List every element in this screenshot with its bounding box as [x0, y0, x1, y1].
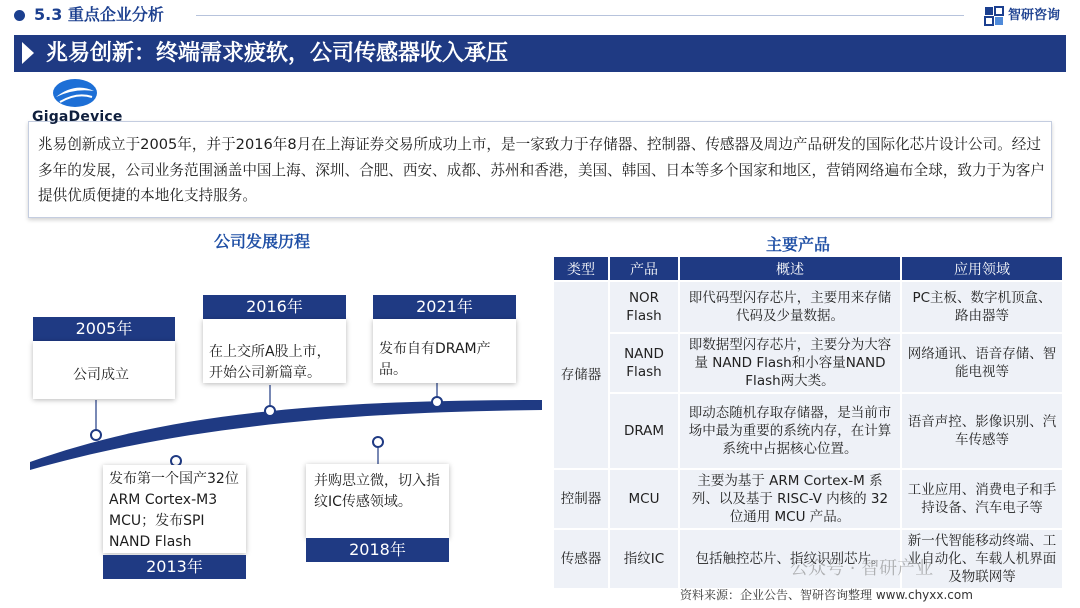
- application-cell: 工业应用、消费电子和手持设备、汽车电子等: [902, 470, 1062, 528]
- column-header-description: 概述: [680, 257, 900, 280]
- table-row: [554, 470, 1062, 528]
- timeline-year-2018: 2018年: [306, 538, 449, 562]
- application-cell: 语音声控、影像识别、汽车传感等: [902, 394, 1062, 468]
- description-cell: 即代码型闪存芯片，主要用来存储代码及少量数据。: [680, 282, 900, 332]
- products-table: [552, 255, 1064, 590]
- company-logo-text: GigaDevice: [32, 109, 123, 125]
- column-header-application: 应用领域: [902, 257, 1062, 280]
- section-title: 5.3 重点企业分析: [34, 5, 164, 24]
- product-cell: NOR Flash: [610, 282, 678, 332]
- table-row: [554, 282, 1062, 332]
- section-divider: [196, 15, 964, 16]
- timeline-card-2021: [373, 319, 516, 383]
- timeline-year-2016: 2016年: [203, 295, 346, 319]
- description-cell: 包括触控芯片、指纹识别芯片。: [680, 530, 900, 588]
- product-cell: DRAM: [610, 394, 678, 468]
- timeline-event-2016: 在上交所A股上市，开始公司新篇章。: [209, 344, 331, 381]
- description-cell: 即数据型闪存芯片，主要分为大容量 NAND Flash和小容量NAND Flash两大类。: [680, 334, 900, 392]
- description-cell: 主要为基于 ARM Cortex-M 系列、以及基于 RISC-V 内核的 32 位通用 MCU 产品。: [680, 470, 900, 528]
- timeline-card-2005: [33, 341, 175, 399]
- product-cell: MCU: [610, 470, 678, 528]
- brand-logo-icon: [984, 6, 1004, 26]
- timeline-card-2013: [103, 465, 246, 553]
- timeline-year-2013: 2013年: [103, 555, 246, 579]
- brand-name: 智研咨询: [1008, 8, 1061, 23]
- timeline-year-2005: 2005年: [33, 317, 175, 341]
- column-header-product: 产品: [610, 257, 678, 280]
- watermark: 公众号 · 智研产业: [790, 558, 934, 579]
- category-cell: 存储器: [554, 282, 608, 468]
- description-cell: 即动态随机存取存储器，是当前市场中最为重要的系统内存，在计算系统中占据核心位置。: [680, 394, 900, 468]
- product-cell: NAND Flash: [610, 334, 678, 392]
- timeline-heading: 公司发展历程: [214, 232, 311, 251]
- table-row: [554, 394, 1062, 468]
- company-intro-text: 兆易创新成立于2005年，并于2016年8月在上海证券交易所成功上市，是一家致力于存储器、控制器、传感器及周边产品研发的国际化芯片设计公司。经过多年的发展，公司业务范围涵盖中国上海、深圳、合肥、西安、成都、苏州和香港，美国、韩国、日本等多个国家和地区，营销网络遍布全球，致力于为客户提供优质便捷的本地化支持服务。: [38, 136, 1045, 204]
- company-logo-icon: [52, 78, 98, 108]
- application-cell: PC主板、数字机顶盒、路由器等: [902, 282, 1062, 332]
- section-bullet: [14, 10, 25, 21]
- timeline-event-2021: 发布自有DRAM产品。: [379, 341, 491, 378]
- timeline-event-2018: 并购思立微，切入指纹IC传感领域。: [314, 473, 440, 510]
- application-cell: 新一代智能移动终端、工业自动化、车载人机界面及物联网等: [902, 530, 1062, 588]
- timeline-event-2005: 公司成立: [73, 367, 129, 383]
- category-cell: 控制器: [554, 470, 608, 528]
- products-heading: 主要产品: [766, 235, 831, 254]
- product-cell: 指纹IC: [610, 530, 678, 588]
- application-cell: 网络通讯、语音存储、智能电视等: [902, 334, 1062, 392]
- table-row: [554, 334, 1062, 392]
- column-header-type: 类型: [554, 257, 608, 280]
- timeline-card-2018: [306, 464, 449, 538]
- source-note: 资料来源：企业公告、智研咨询整理 www.chyxx.com: [680, 588, 973, 602]
- timeline-card-2016: [203, 319, 346, 383]
- banner-marker-icon: [22, 42, 34, 64]
- category-cell: 传感器: [554, 530, 608, 588]
- timeline-event-2013: 发布第一个国产32位ARM Cortex-M3 MCU；发布SPI NAND Flash: [109, 471, 239, 550]
- table-header-row: [554, 257, 1062, 280]
- page-title: 兆易创新：终端需求疲软，公司传感器收入承压: [46, 41, 509, 66]
- company-logo: [28, 76, 138, 128]
- timeline-year-2021: 2021年: [373, 295, 516, 319]
